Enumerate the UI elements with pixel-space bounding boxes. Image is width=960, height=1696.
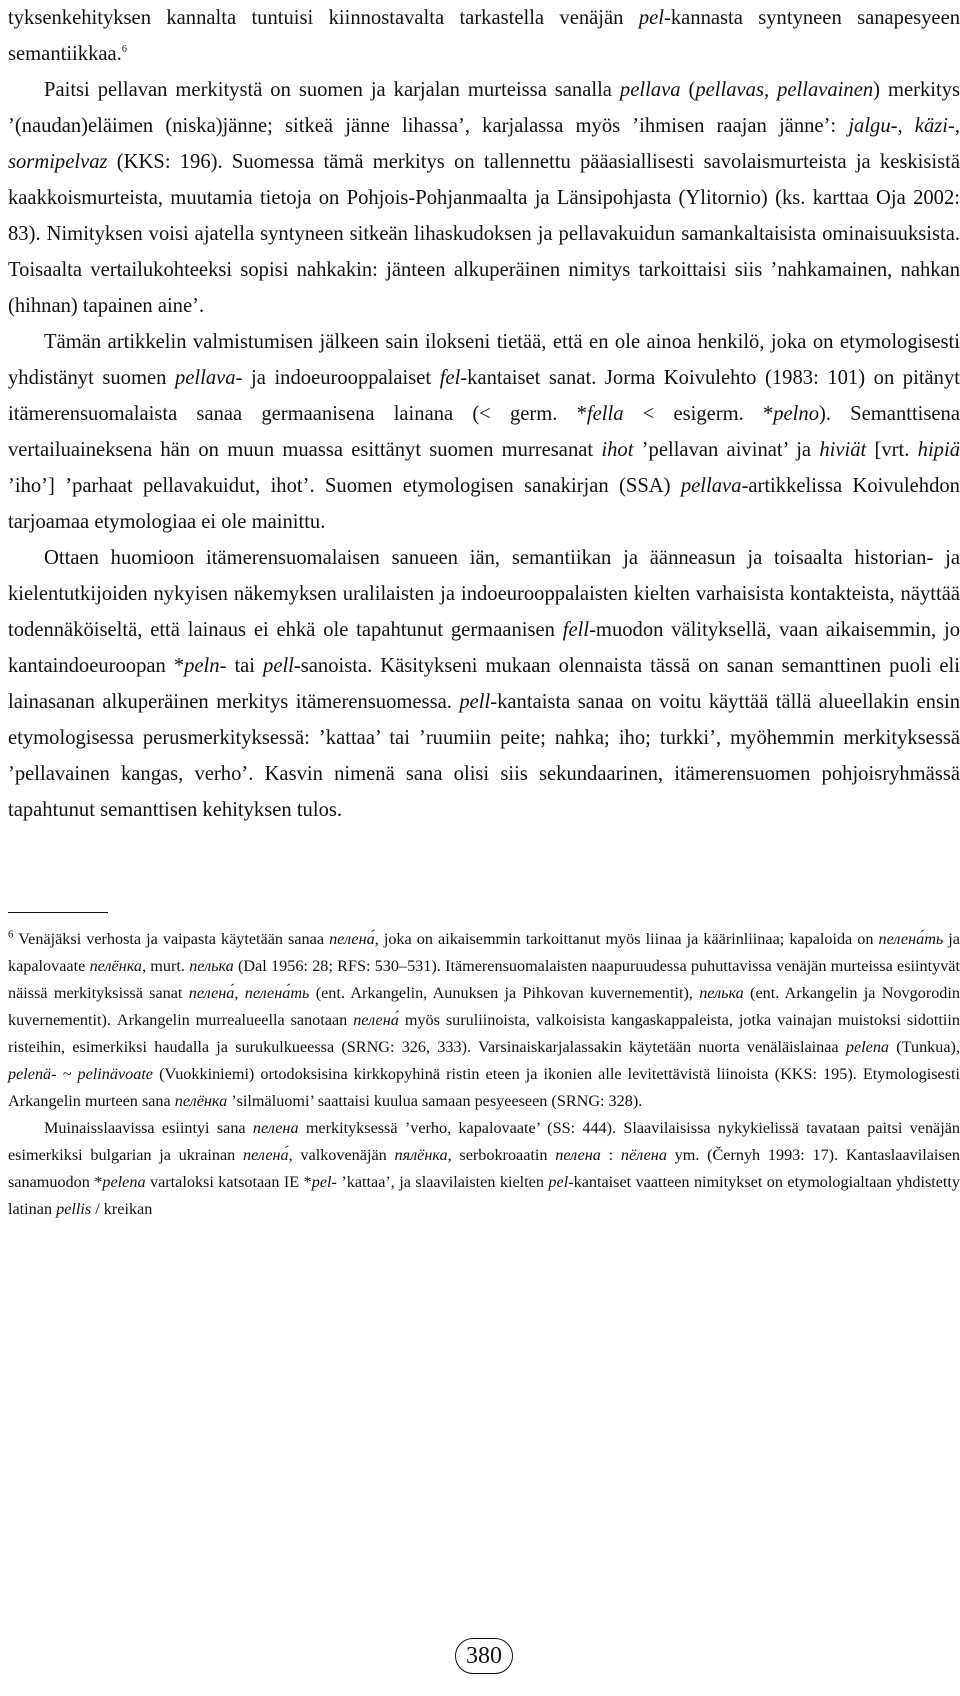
text-run: ) merkitys ’(naudan)eläimen (niska)jänne; sitkeä jänne lihassa’, karjalassa myös ’ihmisen raajan jänne’:	[8, 79, 960, 137]
text-run: -muodon välityksellä, vaan aikaisemmin, jo kantaindoeuroopan *	[8, 619, 960, 677]
paragraph-1	[8, 0, 960, 72]
page-footer	[8, 1638, 960, 1674]
text-run: < esigerm. *	[623, 403, 774, 425]
footnote-number: 6	[8, 928, 14, 941]
italic-run: пелена́, пелена́ть	[188, 984, 310, 1002]
text-run: myös suruliinoista, valkoisista kangaskappaleista, jotka vainajan muistoksi sidottiin risteihin, esimerkiksi haudalla ja surukulkueessa (SRNG: 326, 333). Varsinaiskarjalassakin käytetään nuorta venäläislainaa	[8, 1011, 960, 1056]
text-run: (Dal 1956: 28; RFS: 530–531). Itämerensuomalaisten naapuruudessa puhuttavissa venäjän murteissa esiintyvät näissä merkityksissä sanat	[8, 957, 960, 1002]
italic-run: пелёнка	[89, 957, 142, 975]
italic-run: пелена́ть	[878, 930, 944, 948]
footnote-body	[8, 930, 960, 1110]
italic-run: пелена́	[353, 1011, 399, 1029]
footnotes	[8, 926, 960, 1223]
italic-run: hipiä	[917, 439, 960, 461]
text-run: / kreikan	[91, 1200, 153, 1218]
text-run: ja kapalovaate	[8, 930, 960, 975]
text-run: -artikkelissa Koivulehdon tarjoamaa etymologiaa ei ole mainittu.	[8, 475, 960, 533]
italic-run: fell	[562, 619, 590, 641]
text-run: , serbokroaatin	[447, 1146, 556, 1164]
text-run: , valkovenäjän	[288, 1146, 395, 1164]
paragraph-2	[8, 72, 960, 324]
paragraph-4	[8, 540, 960, 828]
italic-run: пялёнка	[394, 1146, 448, 1164]
italic-run: fel-	[439, 367, 468, 389]
text-run: (Vuokkiniemi) ortodoksisina kirkkopyhinä ristin eteen ja ikonien alle levitettävistä liinoista (KKS: 195). Etymologisesti Arkangelin murteen sana	[8, 1065, 960, 1110]
italic-run: pellava	[680, 475, 742, 497]
italic-run: pellava-	[174, 367, 243, 389]
italic-run: pelenä- ~ pelinävoate	[8, 1065, 153, 1083]
italic-run: ihot	[601, 439, 634, 461]
italic-run: jalgu-, käzi-, sormipelvaz	[8, 115, 960, 173]
italic-run: pell	[263, 655, 294, 677]
text-run: merkityksessä ’verho, kapalovaate’ (SS: 444). Slaavilaisissa nykykielissä tavataan paitsi venäjän esimerkiksi bulgarian ja ukrainan	[8, 1119, 960, 1164]
footnote-ref[interactable]: 6	[121, 44, 127, 56]
text-run: :	[600, 1146, 621, 1164]
document-page	[8, 0, 960, 1696]
text-run: (ent. Arkangelin ja Novgorodin kuvernementit). Arkangelin murrealueella sanotaan	[8, 984, 960, 1029]
italic-run: пёлена	[620, 1146, 667, 1164]
text-run: , joka on aikaisemmin tarkoittanut myös liinaa ja käärinliinaa; kapaloida on	[374, 930, 879, 948]
footnote-6-continued	[8, 1115, 960, 1223]
text-run: ’silmäluomi’ saattaisi kuulua samaan pesyeeseen (SRNG: 328).	[227, 1092, 643, 1110]
italic-run: fella	[586, 403, 624, 425]
text-run: Tämän artikkelin valmistumisen jälkeen sain ilokseni tietää, että en ole ainoa henkilö, joka on etymologisesti yhdistänyt suomen	[8, 331, 960, 389]
text-run: ja indoeurooppalaiset	[242, 367, 440, 389]
italic-run: пелена́	[329, 930, 375, 948]
italic-run: пелька	[699, 984, 744, 1002]
italic-run: пелька	[189, 957, 234, 975]
italic-run: pellis	[56, 1200, 92, 1218]
text-run: -kantaista sanaa on voitu käyttää tällä alueellakin ensin etymologisessa perusmerkityksessä: ’kattaa’ tai ’ruumiin peite; nahka; iho; turkki’, myöhemmin merkityksessä ’pellavainen kangas, verho’. Kasvin nimenä sana olisi siis sekundaarinen, itämerensuomen pohjoisryhmässä tapahtunut semanttisen kehityksen tulos.	[8, 691, 960, 821]
text-run: (	[680, 79, 696, 101]
text-run: ’iho’] ’parhaat pellavakuidut, ihot’. Suomen etymologisen sanakirjan (SSA)	[8, 475, 681, 497]
text-run: -kannasta syntyneen sanapesyeen semantiikkaa.	[8, 7, 960, 65]
text-run: tai	[226, 655, 264, 677]
italic-run: hiviät	[819, 439, 867, 461]
text-run: tyksenkehityksen kannalta tuntuisi kiinnostavalta tarkastella venäjän	[8, 7, 639, 29]
text-run: (Tunkua),	[889, 1038, 960, 1056]
italic-run: pell	[459, 691, 491, 713]
text-run: -sanoista. Käsitykseni mukaan olennaista tässä on sanan semanttinen puoli eli lainasanan alkuperäinen merkitys itämerensuomessa.	[8, 655, 960, 713]
italic-run: peln-	[184, 655, 227, 677]
italic-run: пелёнка	[174, 1092, 228, 1110]
text-run: ym. (Černyh 1993: 17). Kantaslaavilaisen sanamuodon *	[8, 1146, 960, 1191]
text-run: , murt.	[141, 957, 190, 975]
italic-run: pelena	[845, 1038, 890, 1056]
footnote-separator	[8, 912, 108, 913]
text-run: Paitsi pellavan merkitystä on suomen ja karjalan murteissa sanalla	[44, 79, 620, 101]
text-run: ). Semanttisena vertailuaineksena hän on muun muassa esittänyt suomen murresanat	[8, 403, 960, 461]
italic-run: pel-	[548, 1173, 574, 1191]
italic-run: pellava	[619, 79, 681, 101]
main-text	[8, 0, 960, 828]
italic-run: pel	[638, 7, 664, 29]
paragraph-3	[8, 324, 960, 540]
text-run: (ent. Arkangelin, Aunuksen ja Pihkovan kuvernementit),	[309, 984, 700, 1002]
italic-run: пелена́	[243, 1146, 289, 1164]
italic-run: pelno	[773, 403, 820, 425]
italic-run: pellavas, pellavainen	[695, 79, 874, 101]
text-run: Ottaen huomioon itämerensuomalaisen sanueen iän, semantiikan ja äänneasun ja toisaalta historian- ja kielentutkijoiden nykyisen näkemyksen uralilaisten ja indoeurooppalaisten kielten varhaisista kontakteista, näyttää todennäköiseltä, että lainaus ei ehkä ole tapahtunut germaanisen	[8, 547, 960, 641]
text-run: vartaloksi katsotaan IE *	[145, 1173, 312, 1191]
text-run: ’kattaa’, ja slaavilaisten kielten	[336, 1173, 549, 1191]
italic-run: пелена	[252, 1119, 299, 1137]
text-run: Muinaisslaavissa esiintyi sana	[44, 1119, 253, 1137]
italic-run: pelena	[102, 1173, 146, 1191]
text-run: kantaiset vaatteen nimitykset on etymologialtaan yhdistetty latinan	[8, 1173, 960, 1218]
text-run: ’pellavan aivinat’ ja	[633, 439, 820, 461]
text-run: (KKS: 196). Suomessa tämä merkitys on tallennettu pääasiallisesti savolaismurteista ja keskisistä kaakkoismurteista, muutamia tietoja on Pohjois-Pohjanmaalta ja Länsipohjasta (Ylitornio) (ks. karttaa Oja 2002: 83). Nimityksen voisi ajatella syntyneen sitkeän lihaskudoksen ja pellavakuidun samankaltaisista ominaisuuksista. Toisaalta vertailukohteeksi sopisi nahkakin: jänteen alkuperäinen nimitys tarkoittaisi siis ’nahkamainen, nahkan (hihnan) tapainen aine’.	[8, 151, 960, 317]
text-run: [vrt.	[866, 439, 918, 461]
italic-run: пелена	[555, 1146, 601, 1164]
page-number: 380	[455, 1638, 513, 1674]
italic-run: pel-	[311, 1173, 337, 1191]
text-run: Venäjäksi verhosta ja vaipasta käytetään sanaa	[13, 930, 330, 948]
text-run: kantaiset sanat. Jorma Koivulehto (1983: 101) on pitänyt itämerensuomalaista sanaa germaanisena lainana (< germ. *	[8, 367, 960, 425]
footnote-6	[8, 926, 960, 1115]
